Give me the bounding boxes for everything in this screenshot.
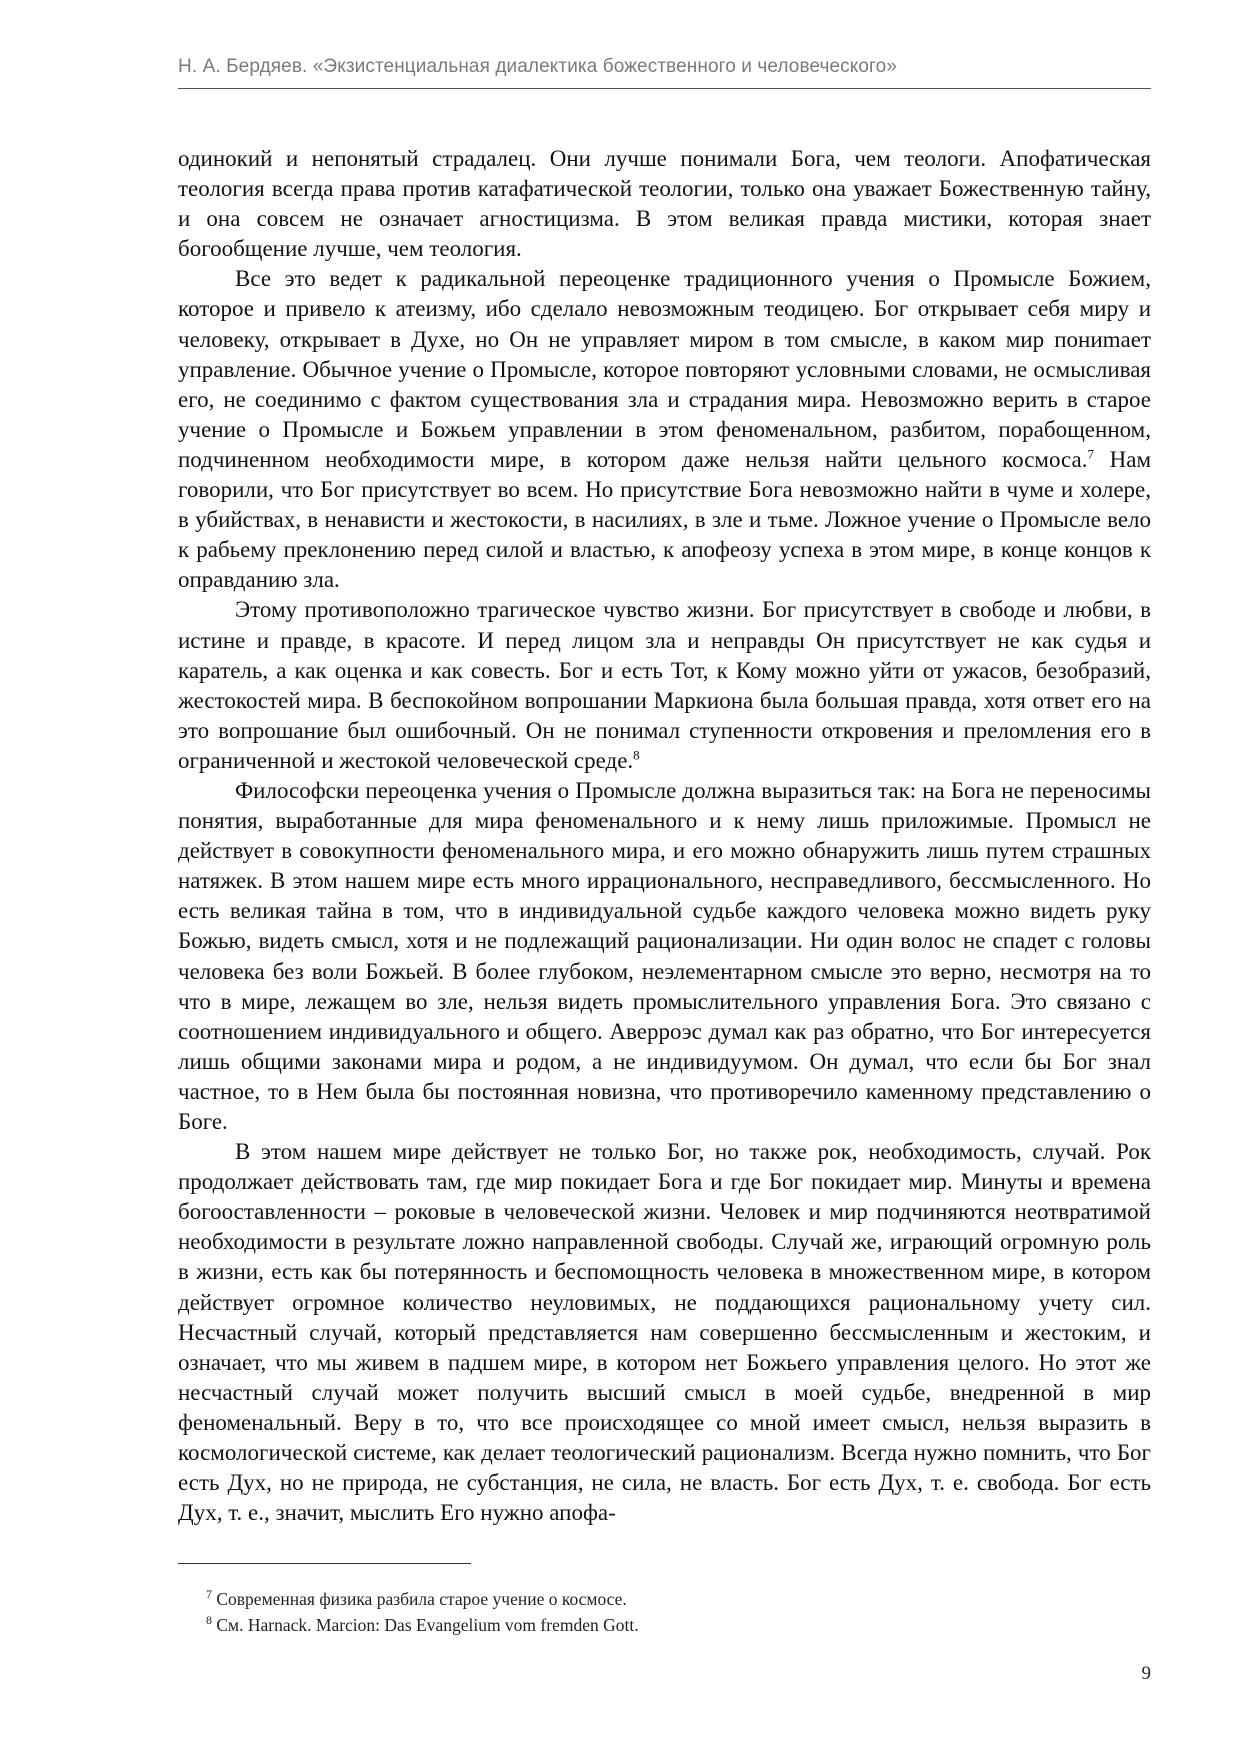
footnote-text: См. Harnack. Marcion: Das Evangelium vom fremden Gott. <box>216 1615 639 1635</box>
page-number: 9 <box>1141 1663 1151 1684</box>
paragraph <box>178 264 1151 595</box>
paragraph-text: В этом нашем мире действует не только Бог, но также рок, необходимость, случай. Рок продолжает действовать там, где мир покидает Бога и где Бог покидает мир. Минуты и времена богооставленности – роковые в человеческой жизни. Человек и мир подчиняются неотвратимой необходимости в результате ложно направленной свободы. Случай же, играющий огромную роль в жизни, есть как бы потерянность и беспомощность человека в множественном мире, в котором действует огромное количество неуловимых, не поддающихся рациональному учету сил. Несчастный случай, который представляется нам совершенно бессмысленным и жестоким, и означает, что мы живем в падшем мире, в котором нет Божьего управления целого. Но этот же несчастный случай может получить высший смысл в моей судьбе, внедренной в мир феноменальный. Веру в то, что все происходящее со мной имеет смысл, нельзя выразить в космологической системе, как делает теологический рационализм. Всегда нужно помнить, что Бог есть Дух, но не природа, не субстанция, не сила, не власть. Бог есть Дух, т. е. свобода. Бог есть Дух, т. е., значит, мыслить Его нужно апофа- <box>178 1139 1151 1526</box>
footnote-number: 7 <box>206 1587 212 1602</box>
footnote <box>206 1586 1146 1612</box>
paragraph <box>178 776 1151 1137</box>
paragraph-text: Все это ведет к радикальной переоценке традиционного учения о Промысле Божием, которое и привело к атеизму, ибо сделало невозможным теодицею. Бог открывает себя миру и человеку, открывает в Духе, но Он не управляет миром в том смысле, в каком мир пониmает управление. Обычное учение о Промысле, которое повторяют условными словами, не осмысливая его, не соединимо с фактом существования зла и страдания мира. Невозможно верить в старое учение о Промысле и Божьем управлении в этом феноменальном, разбитом, порабощенном, подчиненном необходимости мире, в котором даже нельзя найти цельного космоса. <box>178 266 1151 472</box>
paragraph <box>178 1137 1151 1528</box>
footnote-number: 8 <box>206 1613 212 1628</box>
paragraph <box>178 595 1151 776</box>
paragraph-text: Нам говорили, что Бог присутствует во всем. Но присутствие Бога невозможно найти в чуме и холере, в убийствах, в ненависти и жестокости, в насилиях, в зле и тьме. Ложное учение о Промысле вело к рабьему преклонению перед силой и властью, к апофеозу успеха в этом мире, в конце концов к оправданию зла. <box>178 446 1152 593</box>
running-header: Н. А. Бердяев. «Экзистенциальная диалектика божественного и человеческого» <box>178 56 897 77</box>
footnote-rule <box>178 1563 471 1564</box>
paragraph-text: Этому противоположно трагическое чувство жизни. Бог присутствует в свободе и любви, в истине и правде, в красоте. И перед лицом зла и неправды Он присутствует не как судья и каратель, а как оценка и как совесть. Бог и есть Тот, к Кому можно уйти от ужасов, безобразий, жестокостей мира. В беспокойном вопрошании Маркиона была большая правда, хотя ответ его на это вопрошание был ошибочный. Он не понимал ступенности откровения и преломления его в ограниченной и жестокой человеческой среде. <box>178 597 1151 773</box>
paragraph-text: одинокий и непонятый страдалец. Они лучше понимали Бога, чем теологи. Апофатическая теология всегда права против катафатической теологии, только она уважает Божественную тайну, и она совсем не означает агностицизма. В этом великая правда мистики, которая знает богообщение лучше, чем теология. <box>178 146 1151 262</box>
footnote-reference[interactable]: 7 <box>1087 446 1094 462</box>
paragraph-text: Философски переоценка учения о Промысле должна выразиться так: на Бога не переносимы понятия, выработанные для мира феноменального и к нему лишь приложимые. Промысл не действует в совокупности феноменального мира, и его можно обнаружить лишь путем страшных натяжек. В этом нашем мире есть много иррационального, несправедливого, бессмысленного. Но есть великая тайна в том, что в индивидуальной судьбе каждого человека можно видеть руку Божью, видеть смысл, хотя и не подлежащий рационализации. Ни один волос не спадет с головы человека без воли Божьей. В более глубоком, неэлементарном смысле это верно, несмотря на то что в мире, лежащем во зле, нельзя видеть промыслительного управления Бога. Это связано с соотношением индивидуального и общего. Аверроэс думал как раз обратно, что Бог интересуется лишь общими законами мира и родом, а не индивидуумом. Он думал, что если бы Бог знал частное, то в Нем была бы постоянная новизна, что противоречило каменному представлению о Боге. <box>178 777 1151 1134</box>
main-text <box>178 144 1151 1528</box>
footnote-text: Современная физика разбила старое учение о космосе. <box>216 1589 627 1609</box>
footnote-reference[interactable]: 8 <box>633 747 640 763</box>
footnote <box>206 1612 1146 1638</box>
header-rule <box>178 88 1151 89</box>
paragraph-continued <box>178 144 1151 264</box>
footnotes <box>206 1586 1146 1638</box>
